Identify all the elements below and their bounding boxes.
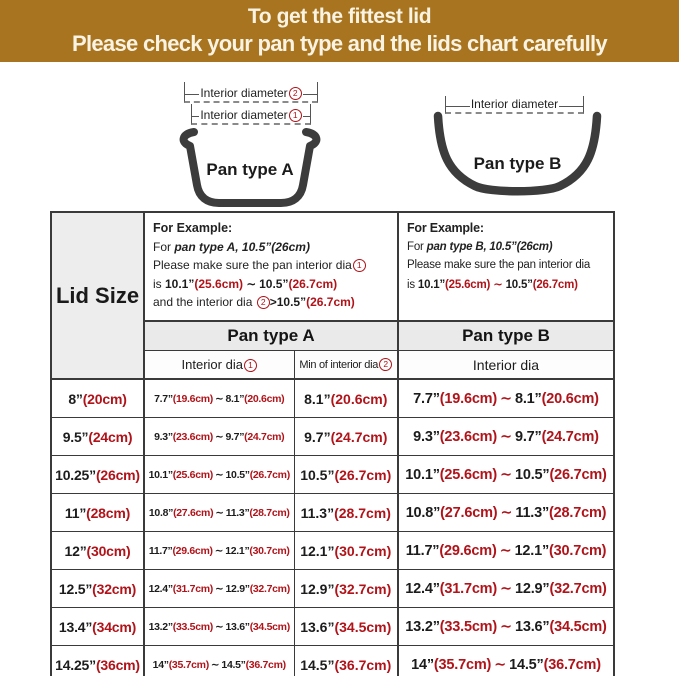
circled-1-mark: 1 — [244, 359, 257, 372]
pan-a-min-cell — [294, 532, 398, 570]
inch-value: 10.5” — [300, 466, 335, 483]
inch-value: 14.5” — [300, 656, 335, 673]
col-header-min-interior-dia-2 — [294, 351, 398, 380]
table-row — [51, 494, 614, 532]
cm-value: (35.7cm) — [168, 658, 209, 671]
inch-value: 12.1” — [514, 542, 550, 559]
cm-value: (29.6cm) — [172, 544, 213, 557]
cm-value: (36.7cm) — [245, 658, 286, 671]
intro-bold: pan type B, 10.5”(26cm) — [426, 240, 553, 253]
example-b-heading: For Example: — [407, 221, 484, 235]
pan-type-b-column-header: Pan type B — [398, 321, 614, 351]
header-text: Interior dia — [181, 357, 243, 372]
cm-value: (35.7cm) — [433, 656, 492, 673]
inch-value: 10.5” — [259, 276, 289, 291]
cm-value: (25.6cm) — [439, 466, 498, 483]
inch-value: 10.8” — [405, 504, 441, 521]
pan-b-range-cell — [398, 570, 614, 608]
inch-value: 11.3” — [515, 504, 550, 521]
circled-1-mark: 1 — [353, 259, 366, 272]
cm-value: (20.6cm) — [244, 392, 285, 405]
pan-type-a-column-header: Pan type A — [144, 321, 398, 351]
tilde-icon: ∼ — [494, 656, 507, 673]
extension-line — [559, 106, 583, 107]
cm-value: (36.7cm) — [543, 656, 601, 673]
tilde-icon: ∼ — [493, 276, 503, 291]
tilde-icon: ∼ — [500, 428, 512, 445]
banner-title-line1: To get the fittest lid — [247, 5, 432, 28]
pan-a-range-cell — [144, 608, 294, 646]
cm-value: (24.7cm) — [330, 428, 388, 445]
inch-value: 8.1” — [225, 392, 245, 405]
cm-value: (34.5cm) — [249, 620, 290, 633]
lid-size-cell — [51, 418, 144, 456]
interior-diameter-2-label — [199, 86, 302, 101]
lid-size-cell — [51, 379, 144, 418]
tilde-icon: ∼ — [500, 466, 512, 483]
example-a-range — [153, 275, 393, 294]
extension-line — [185, 94, 199, 95]
circled-2-mark: 2 — [289, 87, 302, 100]
pan-a-range-cell — [144, 456, 294, 494]
cm-value: (36.7cm) — [334, 656, 392, 673]
inch-value: 13.2” — [405, 618, 440, 635]
table-row — [51, 608, 614, 646]
pan-type-a-label: Pan type A — [206, 160, 294, 179]
banner-title-line2: Please check your pan type and the lids chart carefully — [72, 31, 607, 56]
inch-value: 12.4” — [148, 582, 173, 595]
lid-size-cell — [51, 608, 144, 646]
cm-value: (32.7cm) — [549, 580, 607, 597]
inch-value: 14.5” — [221, 658, 246, 671]
inch-value: 10.25” — [55, 466, 96, 483]
cm-value: (25.6cm) — [194, 276, 244, 291]
circled-2-mark: 2 — [257, 296, 270, 309]
cm-value: (27.6cm) — [173, 506, 214, 519]
pan-b-range-cell — [398, 494, 614, 532]
cm-value: (27.6cm) — [440, 504, 498, 521]
pan-type-b-diagram — [425, 92, 610, 212]
banner — [0, 0, 679, 62]
pan-b-range-cell — [398, 379, 614, 418]
inch-value: 9.5” — [62, 428, 89, 445]
lid-size-header: Lid Size — [51, 212, 144, 379]
inch-value: 12.1” — [225, 544, 250, 557]
pan-a-range-cell — [144, 418, 294, 456]
example-b-line3: Please make sure the pan interior dia — [407, 259, 591, 271]
cm-value: (32.7cm) — [249, 582, 290, 595]
cm-value: (24.7cm) — [541, 428, 599, 445]
cm-value: (26.7cm) — [532, 278, 578, 291]
cm-value: (26.7cm) — [334, 466, 392, 483]
pan-a-range-cell — [144, 494, 294, 532]
cm-value: (28.7cm) — [334, 504, 391, 521]
tilde-icon: ∼ — [215, 506, 224, 519]
inch-value: 8.1” — [304, 390, 331, 407]
inch-value: 14.25” — [55, 656, 96, 673]
cm-value: (33.5cm) — [172, 620, 213, 633]
inch-value: 11.7” — [148, 544, 173, 557]
range-prefix: is — [153, 276, 165, 291]
inch-value: 14.5” — [509, 656, 544, 673]
tilde-icon: ∼ — [500, 618, 512, 635]
lid-size-cell — [51, 646, 144, 676]
inch-value: 10.1” — [148, 468, 173, 481]
inch-value: 10.1” — [165, 276, 195, 291]
inch-value: 10.1” — [417, 278, 446, 291]
interior-diameter-2-measure — [184, 82, 318, 103]
pan-a-min-cell — [294, 379, 398, 418]
pan-type-b-label: Pan type B — [473, 154, 562, 173]
intro-bold: pan type A, 10.5”(26cm) — [174, 239, 310, 254]
cm-value: (28.7cm) — [549, 504, 607, 521]
pan-a-range-cell — [144, 570, 294, 608]
inch-value: 11” — [64, 504, 87, 521]
inch-value: 12.1” — [300, 542, 335, 559]
example-pan-a-cell — [144, 212, 398, 321]
cm-value: (28.7cm) — [249, 506, 290, 519]
inch-value: 9.7” — [225, 430, 245, 443]
cm-value: (23.6cm) — [172, 430, 213, 443]
pan-a-min-cell — [294, 646, 398, 676]
cm-value: (19.6cm) — [172, 392, 213, 405]
inch-value: 13.6” — [300, 618, 335, 635]
inch-value: 7.7” — [154, 392, 173, 405]
tilde-icon: ∼ — [214, 544, 224, 557]
circled-2-mark: 2 — [379, 358, 392, 371]
cm-value: (25.6cm) — [172, 468, 213, 481]
cm-value: (24.7cm) — [244, 430, 285, 443]
cm-value: (30.7cm) — [249, 544, 290, 557]
tilde-icon: ∼ — [215, 392, 224, 405]
extension-line — [446, 106, 470, 107]
example-b-range — [407, 275, 609, 295]
inch-value: 9.3” — [413, 428, 440, 445]
line5-text: and the interior dia — [153, 295, 256, 309]
measure-text: Interior diameter — [200, 108, 288, 122]
pan-b-range-cell — [398, 646, 614, 676]
pan-a-min-cell — [294, 456, 398, 494]
tilde-icon: ∼ — [210, 658, 220, 671]
inch-value: 12.5” — [58, 580, 93, 597]
measure-text: Interior diameter — [200, 86, 288, 100]
extension-line — [303, 116, 310, 117]
inch-value: 12.9” — [300, 580, 335, 597]
cm-value: (26.7cm) — [306, 295, 355, 309]
intro-prefix: For — [407, 240, 427, 253]
cm-value: (19.6cm) — [439, 390, 498, 407]
cm-value: (26.7cm) — [288, 276, 338, 291]
tilde-icon: ∼ — [500, 504, 513, 521]
table-row — [51, 418, 614, 456]
example-row — [51, 212, 614, 321]
pan-b-range-cell — [398, 456, 614, 494]
tilde-icon: ∼ — [500, 580, 512, 597]
tilde-icon: ∼ — [500, 390, 512, 407]
cm-value: (30.7cm) — [549, 542, 607, 559]
intro-prefix: For — [153, 239, 175, 254]
table-row — [51, 570, 614, 608]
example-b-intro — [407, 238, 609, 257]
interior-diameter-1-label — [199, 108, 302, 123]
line3-text: Please make sure the pan interior dia — [153, 258, 352, 272]
extension-line — [192, 116, 199, 117]
tilde-icon: ∼ — [215, 430, 224, 443]
example-a-intro — [153, 238, 393, 257]
pan-a-min-cell — [294, 494, 398, 532]
inch-value: 11.3” — [225, 506, 250, 519]
lid-size-cell — [51, 456, 144, 494]
cm-value: (26.7cm) — [549, 466, 607, 483]
cm-value: (32cm) — [92, 580, 137, 597]
range-prefix: is — [407, 278, 418, 291]
inch-value: 10.8” — [148, 506, 174, 519]
header-text: Min of interior dia — [299, 359, 379, 371]
tilde-icon: ∼ — [499, 542, 512, 559]
cm-value: (30cm) — [86, 542, 131, 559]
interior-diameter-1-measure — [191, 104, 311, 125]
example-pan-b-cell — [398, 212, 614, 321]
circled-1-mark: 1 — [289, 109, 302, 122]
cm-value: (30.7cm) — [334, 542, 392, 559]
cm-value: (25.6cm) — [445, 278, 491, 291]
pan-b-range-cell — [398, 532, 614, 570]
tilde-icon: ∼ — [215, 582, 224, 595]
pan-a-range-cell — [144, 379, 294, 418]
inch-value: 10.5” — [514, 466, 550, 483]
greater-than: > — [269, 295, 277, 309]
pan-b-range-cell — [398, 608, 614, 646]
inch-value: 13.6” — [225, 620, 250, 633]
pan-b-range-cell — [398, 418, 614, 456]
cm-value: (34.5cm) — [334, 618, 392, 635]
cm-value: (33.5cm) — [439, 618, 498, 635]
inch-value: 10.5” — [276, 295, 307, 309]
tilde-icon: ∼ — [215, 620, 224, 633]
inch-value: 10.5” — [505, 278, 533, 291]
pan-type-a-diagram — [170, 80, 330, 212]
cm-value: (36cm) — [95, 656, 140, 673]
example-a-heading: For Example: — [153, 221, 233, 235]
inch-value: 12” — [64, 542, 87, 559]
cm-value: (31.7cm) — [439, 580, 498, 597]
cm-value: (32.7cm) — [334, 580, 392, 597]
inch-value: 11.7” — [405, 542, 440, 559]
inch-value: 7.7” — [413, 390, 440, 407]
cm-value: (34.5cm) — [549, 618, 607, 635]
inch-value: 9.7” — [304, 428, 331, 445]
lids-chart-table — [50, 211, 615, 676]
inch-value: 12.9” — [514, 580, 550, 597]
lid-size-cell — [51, 570, 144, 608]
cm-value: (28cm) — [86, 504, 131, 521]
cm-value: (23.6cm) — [439, 428, 498, 445]
pan-a-range-cell — [144, 532, 294, 570]
col-header-interior-dia-1 — [144, 351, 294, 380]
cm-value: (26cm) — [95, 466, 140, 483]
cm-value: (29.6cm) — [439, 542, 497, 559]
table-row — [51, 646, 614, 676]
lid-size-cell — [51, 494, 144, 532]
pan-a-range-cell — [144, 646, 294, 676]
interior-diameter-label: Interior diameter — [470, 97, 559, 111]
col-header-interior-dia-b: Interior dia — [398, 351, 614, 380]
cm-value: (24cm) — [88, 428, 133, 445]
cm-value: (20.6cm) — [330, 390, 388, 407]
cm-value: (20cm) — [82, 390, 127, 407]
pan-a-min-cell — [294, 570, 398, 608]
inch-value: 12.9” — [225, 582, 250, 595]
inch-value: 10.1” — [405, 466, 440, 483]
inch-value: 13.6” — [514, 618, 550, 635]
inch-value: 8” — [68, 390, 83, 407]
cm-value: (31.7cm) — [172, 582, 213, 595]
inch-value: 13.2” — [148, 620, 173, 633]
tilde-icon: ∼ — [246, 276, 257, 291]
cm-value: (20.6cm) — [541, 390, 599, 407]
extension-line — [303, 94, 317, 95]
inch-value: 14” — [152, 658, 169, 671]
inch-value: 9.7” — [514, 428, 542, 445]
inch-value: 11.3” — [300, 504, 335, 521]
example-a-line3 — [153, 256, 393, 275]
cm-value: (34cm) — [92, 618, 137, 635]
table-row — [51, 532, 614, 570]
table-row — [51, 379, 614, 418]
inch-value: 13.4” — [58, 618, 93, 635]
table-row — [51, 456, 614, 494]
pan-a-min-cell — [294, 608, 398, 646]
example-a-line5 — [153, 293, 393, 312]
inch-value: 10.5” — [225, 468, 250, 481]
inch-value: 8.1” — [514, 390, 542, 407]
tilde-icon: ∼ — [215, 468, 224, 481]
pan-a-min-cell — [294, 418, 398, 456]
inch-value: 12.4” — [405, 580, 440, 597]
inch-value: 14” — [411, 656, 434, 673]
inch-value: 9.3” — [154, 430, 173, 443]
cm-value: (26.7cm) — [249, 468, 290, 481]
lid-size-cell — [51, 532, 144, 570]
